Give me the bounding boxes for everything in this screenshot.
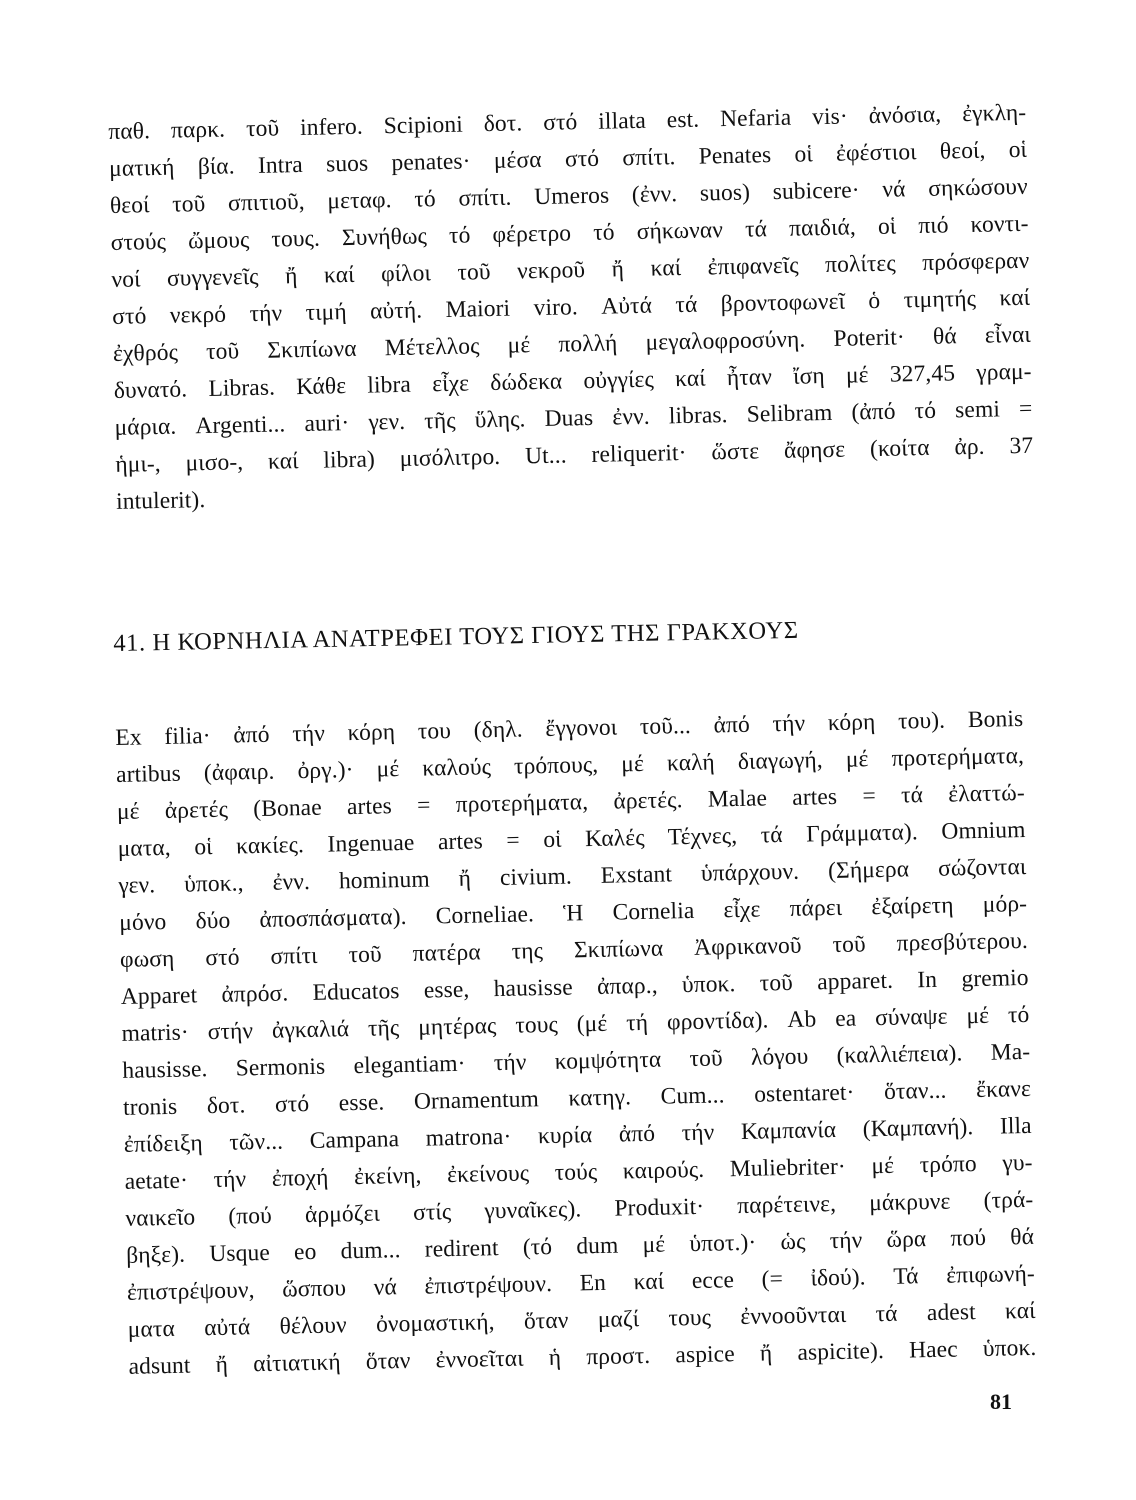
page-number: 81 bbox=[990, 1389, 1012, 1414]
text-line: θεοί τοῦ σπιτιοῦ, μεταφ. τό σπίτι. Umeros (ἐνν. suos) subicere· νά σηκώσουν bbox=[109, 173, 1028, 219]
text-line: ματα, οἱ κακίες. Ingenuae artes = οἱ Καλές Τέχνες, τά Γράμματα). Omnium bbox=[117, 816, 1026, 862]
text-line: artibus (ἀφαιρ. ὀργ.)· μέ καλούς τρόπους, μέ καλή διαγωγή, μέ προτερήματα, bbox=[115, 742, 1025, 788]
text-line: Ex filia· ἀπό τήν κόρη του (δηλ. ἔγγονοι τοῦ... ἀπό τήν κόρη του). Bonis bbox=[115, 705, 1024, 751]
text-line: aetate· τήν ἐποχή ἐκείνη, ἐκείνους τούς καιρούς. Muliebriter· μέ τρόπο γυ- bbox=[124, 1149, 1033, 1195]
text-line: βηξε). Usque eo dum... redirent (τό dum μέ ὑποτ.)· ὡς τήν ὥρα πού θά bbox=[125, 1223, 1035, 1269]
text-line: φωση στό σπίτι τοῦ πατέρα της Σκιπίωνα Ἀφρικανοῦ τοῦ πρεσβύτερου. bbox=[119, 927, 1029, 973]
text-line: παθ. παρκ. τοῦ infero. Scipioni δοτ. στό illata est. Nefaria vis· ἀνόσια, ἐγκλη- bbox=[108, 99, 1027, 145]
text-line: γεν. ὑποκ., ἐνν. hominum ἤ civium. Exstant ὑπάρχουν. (Σήμερα σώζονται bbox=[118, 853, 1027, 899]
text-line: matris· στήν ἀγκαλιά τῆς μητέρας τους (μέ τή φροντίδα). Ab ea σύναψε μέ τό bbox=[121, 1001, 1030, 1047]
commentary-paragraph-bottom bbox=[115, 701, 1037, 1386]
text-line: adsunt ἤ αἰτιατική ὅταν ἐννοεῖται ἡ προστ. aspice ἤ aspicite). Haec ὑποκ. bbox=[128, 1334, 1037, 1380]
text-line: στούς ὤμους τους. Συνήθως τό φέρετρο τό σήκωναν τά παιδιά, οἱ πιό κοντι- bbox=[110, 210, 1029, 256]
text-line: νοί συγγενεῖς ἤ καί φίλοι τοῦ νεκροῦ ἤ καί ἐπιφανεῖς πολίτες πρόσφεραν bbox=[111, 247, 1030, 293]
section-heading: 41. Η ΚΟΡΝΗΛΙΑ ΑΝΑΤΡΕΦΕΙ ΤΟΥΣ ΓΙΟΥΣ ΤΗΣ ΓΡΑΚΧΟΥΣ bbox=[113, 616, 799, 657]
text-line: Apparet ἀπρόσ. Educatos esse, hausisse ἀπαρ., ὑποκ. τοῦ apparet. In gremio bbox=[120, 964, 1029, 1010]
text-line: μάρια. Argenti... auri· γεν. τῆς ὕλης. Duas ἐνν. libras. Selibram (ἀπό τό semi = bbox=[114, 395, 1033, 441]
text-line: ἐπιστρέψουν, ὥσπου νά ἐπιστρέψουν. En καί ecce (= ἰδού). Τά ἐπιφωνή- bbox=[126, 1260, 1036, 1306]
text-line: μέ ἀρετές (Bonae artes = προτερήματα, ἀρετές. Malae artes = τά ἐλαττώ- bbox=[116, 779, 1025, 825]
text-line: ἐπίδειξη τῶν... Campana matrona· κυρία ἀπό τήν Καμπανία (Καμπανή). Illa bbox=[123, 1112, 1032, 1158]
text-line: ναικεῖο (πού ἁρμόζει στίς γυναῖκες). Produxit· παρέτεινε, μάκρυνε (τρά- bbox=[125, 1186, 1034, 1232]
commentary-paragraph-top bbox=[108, 95, 1034, 521]
text-line: στό νεκρό τήν τιμή αὐτή. Maiori viro. Αὐτά τά βροντοφωνεῖ ὁ τιμητής καί bbox=[111, 284, 1031, 330]
text-line: ματα αὐτά θέλουν ὀνομαστική, ὅταν μαζί τους ἐννοοῦνται τά adest καί bbox=[127, 1297, 1036, 1343]
text-line: intulerit). bbox=[115, 487, 206, 515]
text-line: ματική βία. Intra suos penates· μέσα στό σπίτι. Penates οἱ ἐφέστιοι θεοί, οἱ bbox=[108, 136, 1028, 182]
text-line: ἐχθρός τοῦ Σκιπίωνα Μέτελλος μέ πολλή μεγαλοφροσύνη. Poterit· θά εἶναι bbox=[112, 321, 1032, 367]
text-line: tronis δοτ. στό esse. Ornamentum κατηγ. Cum... ostentaret· ὅταν... ἔκανε bbox=[122, 1075, 1032, 1121]
text-line: μόνο δύο ἀποσπάσματα). Corneliae. Ἡ Cornelia εἶχε πάρει ἐξαίρετη μόρ- bbox=[118, 890, 1028, 936]
text-line: ἡμι-, μισο-, καί libra) μισόλιτρο. Ut... reliquerit· ὥστε ἄφησε (κοίτα ἀρ. 37 bbox=[115, 432, 1034, 478]
text-line: δυνατό. Libras. Κάθε libra εἶχε δώδεκα οὐγγίες καί ἦταν ἴση μέ 327,45 γραμ- bbox=[113, 358, 1032, 404]
text-line: hausisse. Sermonis elegantiam· τήν κομψότητα τοῦ λόγου (καλλιέπεια). Ma- bbox=[122, 1038, 1031, 1084]
